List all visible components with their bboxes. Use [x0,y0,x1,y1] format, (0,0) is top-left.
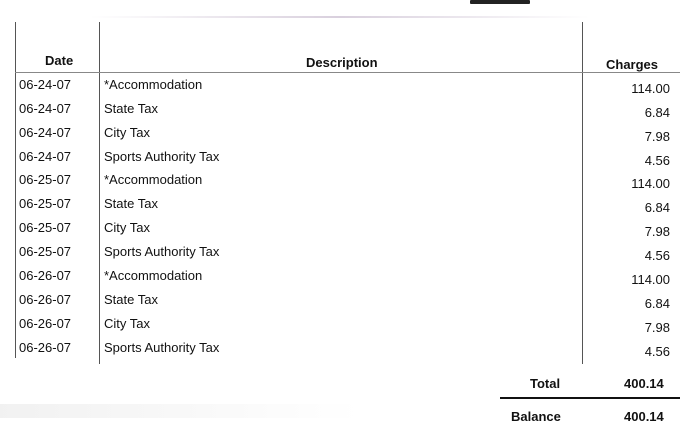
table-row [0,77,680,101]
row-date: 06-24-07 [19,101,72,116]
row-date: 06-25-07 [19,196,72,211]
row-date: 06-24-07 [19,125,72,140]
balance-value: 400.14 [624,409,664,424]
row-amount: 7.98 [644,224,670,239]
total-label: Total [530,376,561,391]
row-amount: 114.00 [631,81,670,96]
row-description: City Tax [104,316,150,331]
row-date: 06-26-07 [19,268,72,283]
row-date: 06-26-07 [19,316,72,331]
total-value: 400.14 [624,376,664,391]
row-description: City Tax [104,125,150,140]
row-description: *Accommodation [104,172,203,187]
row-date: 06-26-07 [19,340,72,355]
row-date: 06-26-07 [19,292,72,307]
row-amount: 6.84 [644,200,670,215]
row-description: Sports Authority Tax [104,244,220,259]
scan-artifact-bottom [0,404,360,418]
row-description: Sports Authority Tax [104,340,220,355]
row-date: 06-25-07 [19,220,72,235]
balance-label: Balance [511,409,561,424]
row-date: 06-25-07 [19,172,72,187]
table-row [0,220,680,244]
row-amount: 4.56 [644,153,670,168]
row-description: City Tax [104,220,150,235]
row-date: 06-25-07 [19,244,72,259]
cut-off-text-fragment [470,0,530,4]
table-row [0,101,680,125]
table-row [0,340,680,364]
column-header-date: Date [45,53,74,68]
row-amount: 114.00 [631,176,670,191]
header-divider [15,72,680,73]
row-description: *Accommodation [104,268,203,283]
table-row [0,196,680,220]
table-row [0,268,680,292]
column-header-description: Description [306,55,378,70]
row-amount: 114.00 [631,272,670,287]
row-date: 06-24-07 [19,149,72,164]
column-header-charges: Charges [606,57,659,72]
row-amount: 4.56 [644,344,670,359]
row-description: *Accommodation [104,77,203,92]
table-row [0,316,680,340]
row-description: State Tax [104,101,158,116]
charges-table [0,22,680,364]
row-description: State Tax [104,196,158,211]
table-row [0,125,680,149]
row-amount: 6.84 [644,105,670,120]
row-amount: 7.98 [644,320,670,335]
table-row [0,292,680,316]
scan-artifact-top [90,16,590,18]
balance-divider [500,397,680,399]
row-amount: 4.56 [644,248,670,263]
table-row [0,172,680,196]
table-row [0,149,680,173]
row-description: Sports Authority Tax [104,149,220,164]
table-row [0,244,680,268]
row-description: State Tax [104,292,158,307]
row-amount: 7.98 [644,129,670,144]
row-amount: 6.84 [644,296,670,311]
row-date: 06-24-07 [19,77,72,92]
